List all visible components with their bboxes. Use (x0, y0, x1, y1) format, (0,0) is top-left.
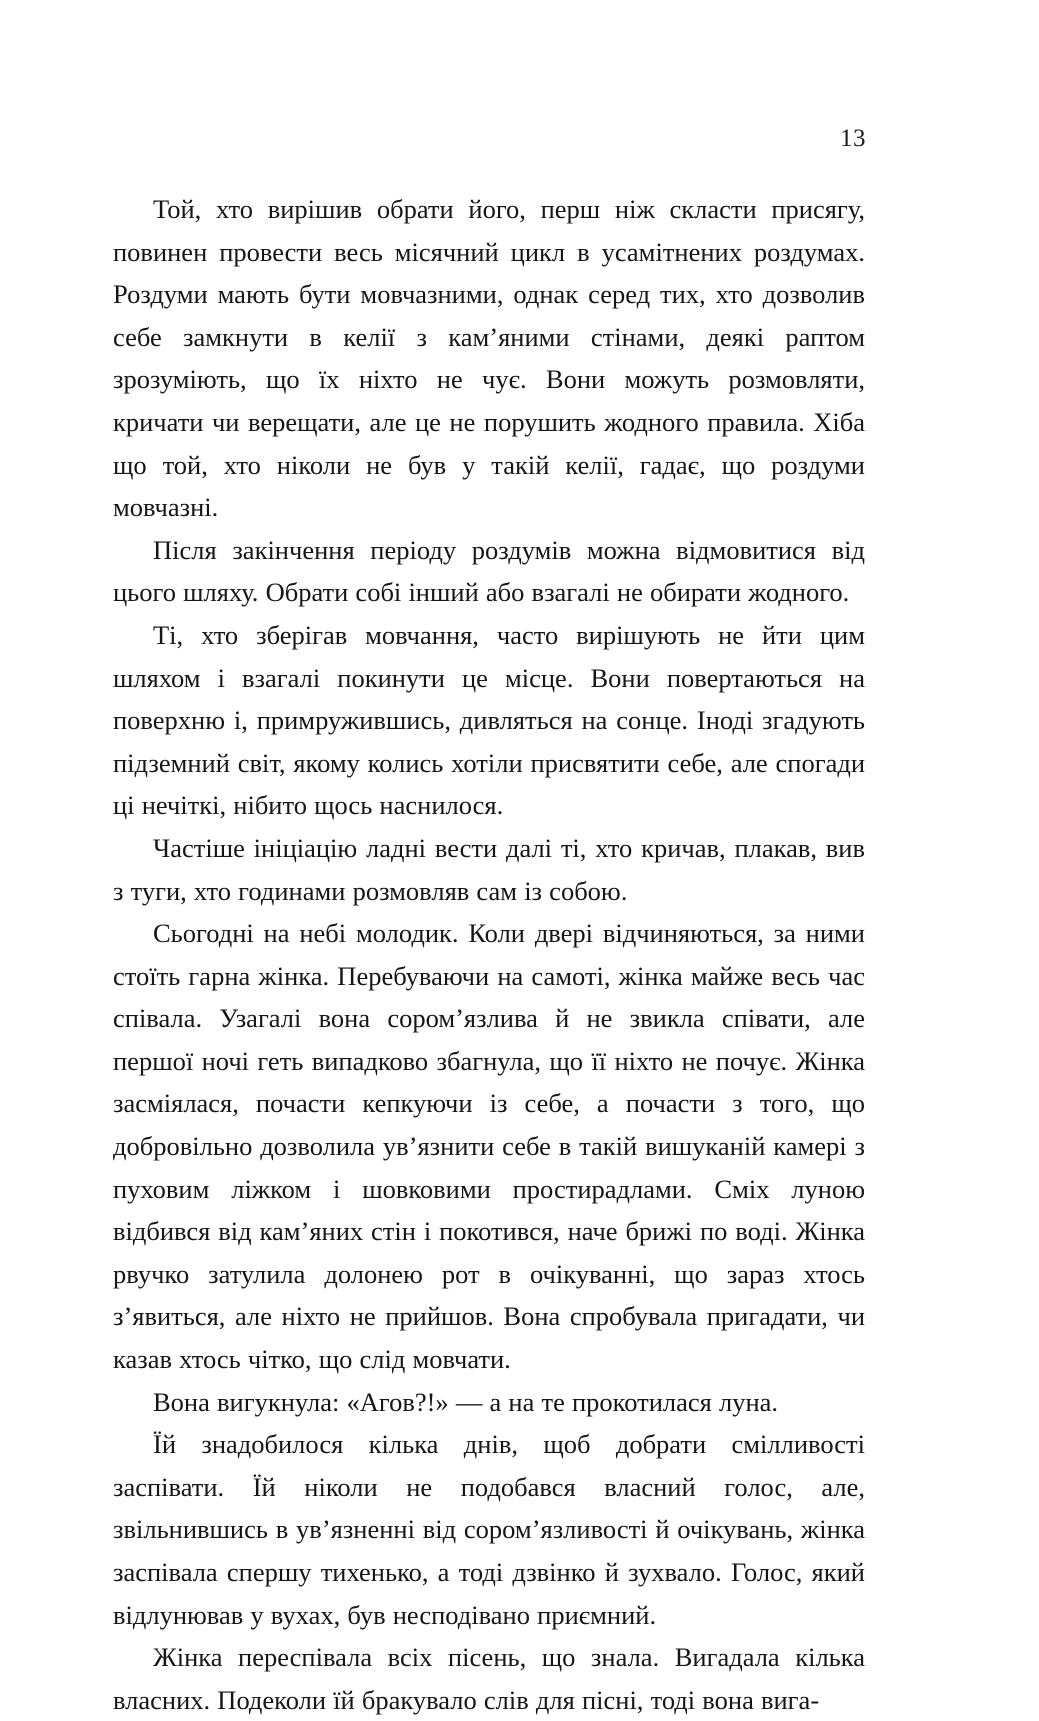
paragraph: Той, хто вирішив обрати його, перш ніж скласти присягу, повинен провести весь місячний цикл в усамітнених роздумах. Роздуми мають бути мовчазними, однак серед тих, хто дозволив себе замкнути в келії з кам’яними стінами, деякі раптом зрозуміють, що їх ніхто не чує. Вони можуть розмовляти, кричати чи верещати, але це не порушить жодного правила. Хіба що той, хто ніколи не був у такій келії, гадає, що роздуми мовчазні. (113, 194, 865, 523)
paragraph: Жінка переспівала всіх пісень, що знала. Вигадала кілька власних. Подеколи їй бракувало слів для пісні, тоді вона вига- (113, 1642, 865, 1715)
page-number: 13 (840, 125, 866, 152)
paragraph: Після закінчення періоду роздумів можна відмовитися від цього шляху. Обрати собі інший або взагалі не обирати жодного. (113, 534, 865, 608)
paragraph: Вона вигукнула: «Агов?!» — а на те прокотилася луна. (153, 1386, 779, 1417)
body-text-block (113, 188, 865, 1721)
paragraph: Сьогодні на небі молодик. Коли двері відчиняються, за ними стоїть гарна жінка. Перебуваючи на самоті, жінка майже весь час співала. Узагалі вона сором’язлива й не звикла співати, але першої ночі геть випадково збагнула, що її ніхто не почує. Жінка засміялася, почасти кепкуючи із себе, а почасти з того, що добровільно дозволила ув’язнити себе в такій вишуканій камері з пуховим ліжком і шовковими простирадлами. Смix луною відбився від кам’яних стін і покотився, наче брижі по воді. Жінка рвучко затулила долонею рот в очікуванні, що зараз хтось з’явиться, але ніхто не прийшов. Вона спробувала пригадати, чи казав хтось чітко, що слід мовчати. (113, 918, 865, 1375)
paragraph: Ті, хто зберігав мовчання, часто вирішують не йти цим шляхом і взагалі покинути це місце. Вони повертаються на поверхню і, примружившись, дивляться на сонце. Іноді згадують підземний світ, якому колись хотіли присвятити себе, але спогади ці нечіткі, нібито щось наснилося. (113, 619, 865, 821)
paragraph: Частіше ініціацію ладні вести далі ті, хто кричав, плакав, вив з туги, хто годинами розмовляв сам із собою. (113, 832, 865, 906)
paragraph: Їй знадобилося кілька днів, щоб добрати смілливості заспівати. Їй ніколи не подобався власний голос, але, звільнившись в ув’язненні від сором’язливості й очікувань, жінка заспівала спершу тихенько, а тоді дзвінко й зухвало. Голос, який відлунював у вухах, був несподівано приємний. (113, 1429, 865, 1630)
